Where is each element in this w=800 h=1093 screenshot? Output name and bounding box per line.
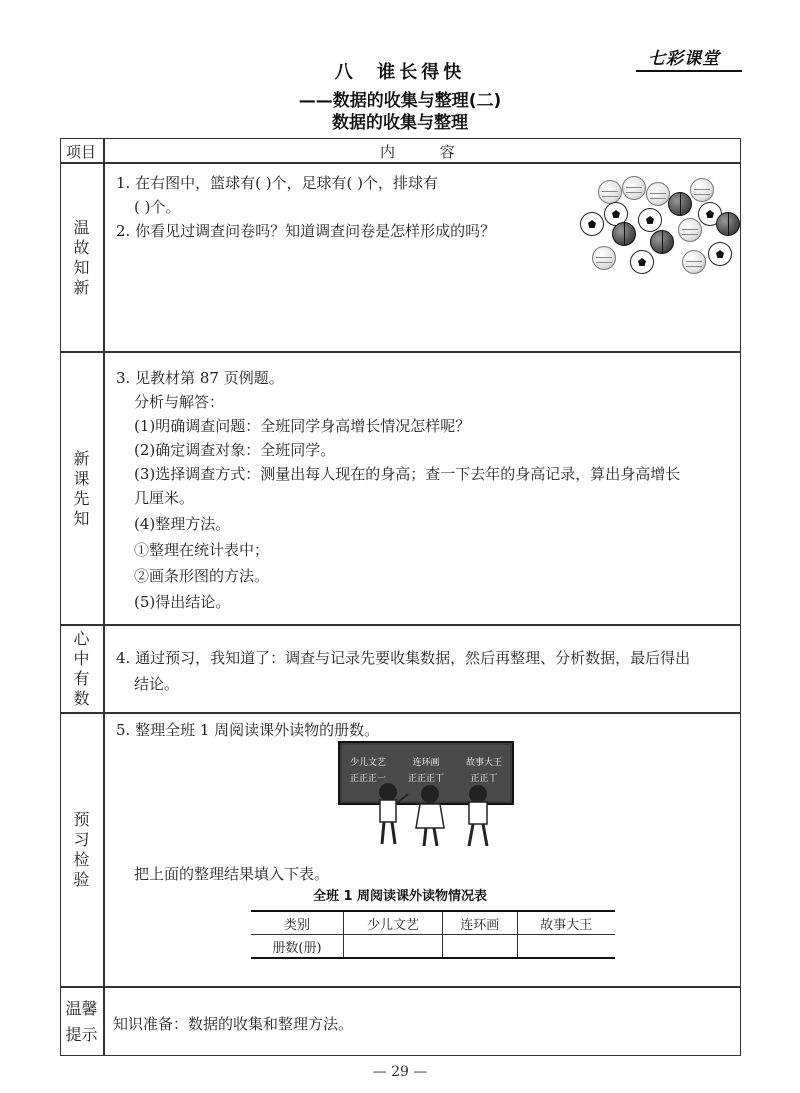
tally-board-illustration [338,740,514,852]
brand-logo: 七彩课堂 [648,49,720,69]
summary-line2: 结论。 [134,675,180,693]
soccer-ball-icon [708,242,732,266]
preview-line: (1)明确调查问题：全班同学身高增长情况怎样呢？ [134,417,471,435]
board-category: 少儿文艺 [349,758,387,768]
table-row [251,935,615,959]
child-figure [469,785,487,846]
table-row [251,911,615,935]
soccer-ball-icon [630,250,654,274]
row-divider [60,162,741,164]
row-divider [60,624,741,626]
section-label-check: 预 习 检 验 [73,810,90,889]
table-row-label: 册数(册) [251,935,344,959]
header-content: 内 容 [380,143,475,161]
section-label-preview: 新 课 先 知 [73,448,90,528]
board-tally: 正正正一 [349,774,387,784]
volleyball-icon [646,182,670,206]
row-divider [60,712,741,714]
column-divider [103,138,105,1056]
question-2: 2. 你看见过调查问卷吗？知道调查问卷是怎样形成的吗？ [116,222,496,240]
board-tally: 正正丅 [470,774,498,784]
answer-cell[interactable] [344,935,443,959]
volleyball-icon [682,250,706,274]
table-header-cell: 连环画 [442,911,517,935]
stat-table-caption: 全班 1 周阅读课外读物情况表 [312,889,488,904]
basketball-icon [668,192,692,216]
table-header-cell: 类别 [251,911,344,935]
preview-line: 3. 见教材第 87 页例题。 [116,369,284,387]
basketball-icon [716,212,740,236]
lesson-title: 数据的收集与整理 [332,113,468,133]
question-1-line1: 1. 在右图中，篮球有( )个，足球有( )个，排球有 [116,174,439,192]
board-category: 故事大王 [465,758,503,768]
fill-instruction: 把上面的整理结果填入下表。 [134,865,330,883]
table-header-cell: 故事大王 [517,911,615,935]
row-divider [60,351,741,353]
preview-line: ①整理在统计表中； [134,541,270,559]
preview-line: (5)得出结论。 [134,593,231,611]
soccer-ball-icon [638,208,662,232]
basketball-icon [612,222,636,246]
section-label-summary: 心 中 有 数 [73,629,90,708]
basketball-icon [650,230,674,254]
board-tally: 正正正丅 [407,774,445,784]
volleyball-icon [592,246,616,270]
answer-cell[interactable] [517,935,615,959]
preview-line: (3)选择调查方式：测量出每人现在的身高；查一下去年的身高记录，算出身高增长 [134,465,681,483]
question-5: 5. 整理全班 1 周阅读课外读物的册数。 [116,721,380,739]
board-category: 连环画 [412,758,440,768]
summary-line1: 4. 通过预习，我知道了：调查与记录先要收集数据，然后再整理、分析数据，最后得出 [116,649,691,667]
volleyball-icon [678,218,702,242]
section-label-review: 温 故 知 新 [73,217,90,297]
volleyball-icon [690,178,714,202]
soccer-ball-icon [580,212,604,236]
preview-line: 分析与解答： [134,393,225,411]
unit-title: 八 谁长得快 [334,62,466,83]
answer-cell[interactable] [442,935,517,959]
question-1-line2: ( )个。 [134,198,181,216]
preview-line: 几厘米。 [134,489,195,507]
section-label-tip: 温馨 提示 [65,999,98,1044]
tip-text: 知识准备：数据的收集和整理方法。 [113,1015,354,1033]
balls-illustration [578,172,740,280]
header-item: 项目 [66,143,97,161]
page-number: — 29 — [372,1064,428,1080]
preview-line: ②画条形图的方法。 [134,567,270,585]
stat-table [251,910,615,959]
preview-line: (2)确定调查对象：全班同学。 [134,441,336,459]
preview-line: (4)整理方法。 [134,515,231,533]
row-divider [60,986,741,988]
volleyball-icon [598,180,622,204]
volleyball-icon [622,176,646,200]
subtitle: ——数据的收集与整理(二) [298,91,502,111]
table-header-cell: 少儿文艺 [344,911,443,935]
